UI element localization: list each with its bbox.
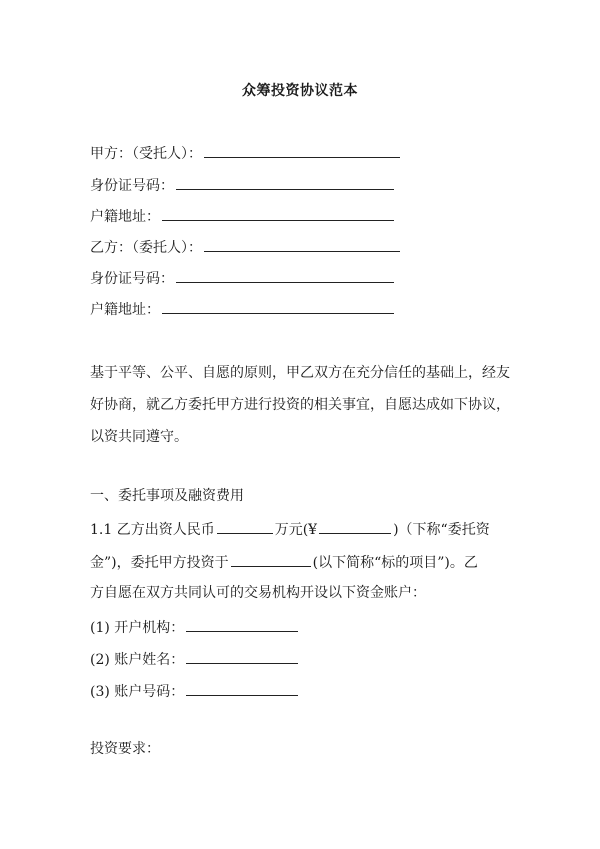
section-1-heading: 一、委托事项及融资费用 (90, 488, 244, 504)
account-number-label: (3) 账户号码： (90, 684, 185, 700)
project-name-blank[interactable] (231, 552, 311, 567)
party-b-name-blank[interactable] (204, 237, 400, 252)
account-number-line (90, 681, 298, 701)
clause-1-1-text-b: 万元(¥ (274, 522, 318, 538)
preamble-line-1: 基于平等、公平、自愿的原则，甲乙双方在充分信任的基础上，经友 (90, 365, 510, 381)
party-a-id-blank[interactable] (176, 175, 394, 190)
clause-1-1-text-c: )（下称“委托资 (393, 522, 490, 538)
account-name-label: (2) 账户姓名： (90, 652, 185, 668)
account-name-line (90, 649, 298, 669)
party-a-address-blank[interactable] (162, 206, 394, 221)
account-name-blank[interactable] (186, 649, 298, 664)
account-bank-blank[interactable] (186, 617, 298, 632)
party-b-name-label: 乙方：（委托人）： (90, 240, 202, 256)
clause-1-1-text-e: (以下简称“标的项目”)。乙 (312, 555, 478, 571)
preamble-line-2: 好协商，就乙方委托甲方进行投资的相关事宜，自愿达成如下协议， (90, 397, 510, 413)
investment-requirements-heading: 投资要求： (90, 741, 160, 757)
party-a-id-label: 身份证号码： (90, 178, 174, 194)
party-b-address-line (90, 299, 394, 319)
clause-1-1-text-d: 金”)，委托甲方投资于 (90, 555, 229, 571)
amount-yuan-blank[interactable] (319, 519, 391, 534)
party-a-id-line (90, 175, 394, 195)
party-a-name-blank[interactable] (204, 143, 400, 158)
party-b-name-line (90, 237, 400, 257)
document-title: 众筹投资协议范本 (242, 83, 358, 99)
party-b-address-blank[interactable] (162, 299, 394, 314)
clause-1-1-line-2 (90, 552, 478, 572)
amount-wan-blank[interactable] (217, 519, 273, 534)
clause-1-1-line-3: 方自愿在双方共同认可的交易机构开设以下资金账户： (90, 585, 426, 601)
account-bank-line (90, 617, 298, 637)
party-b-id-line (90, 268, 394, 288)
account-number-blank[interactable] (186, 681, 298, 696)
clause-1-1-text-a: 1.1 乙方出资人民币 (90, 522, 215, 538)
party-b-id-label: 身份证号码： (90, 271, 174, 287)
party-a-name-label: 甲方：（受托人）： (90, 146, 202, 162)
clause-1-1-line-1 (90, 519, 490, 539)
party-a-name-line (90, 143, 400, 163)
party-a-address-label: 户籍地址： (90, 209, 160, 225)
party-b-id-blank[interactable] (176, 268, 394, 283)
preamble-line-3: 以资共同遵守。 (90, 429, 188, 445)
party-a-address-line (90, 206, 394, 226)
account-bank-label: (1) 开户机构： (90, 620, 185, 636)
party-b-address-label: 户籍地址： (90, 302, 160, 318)
